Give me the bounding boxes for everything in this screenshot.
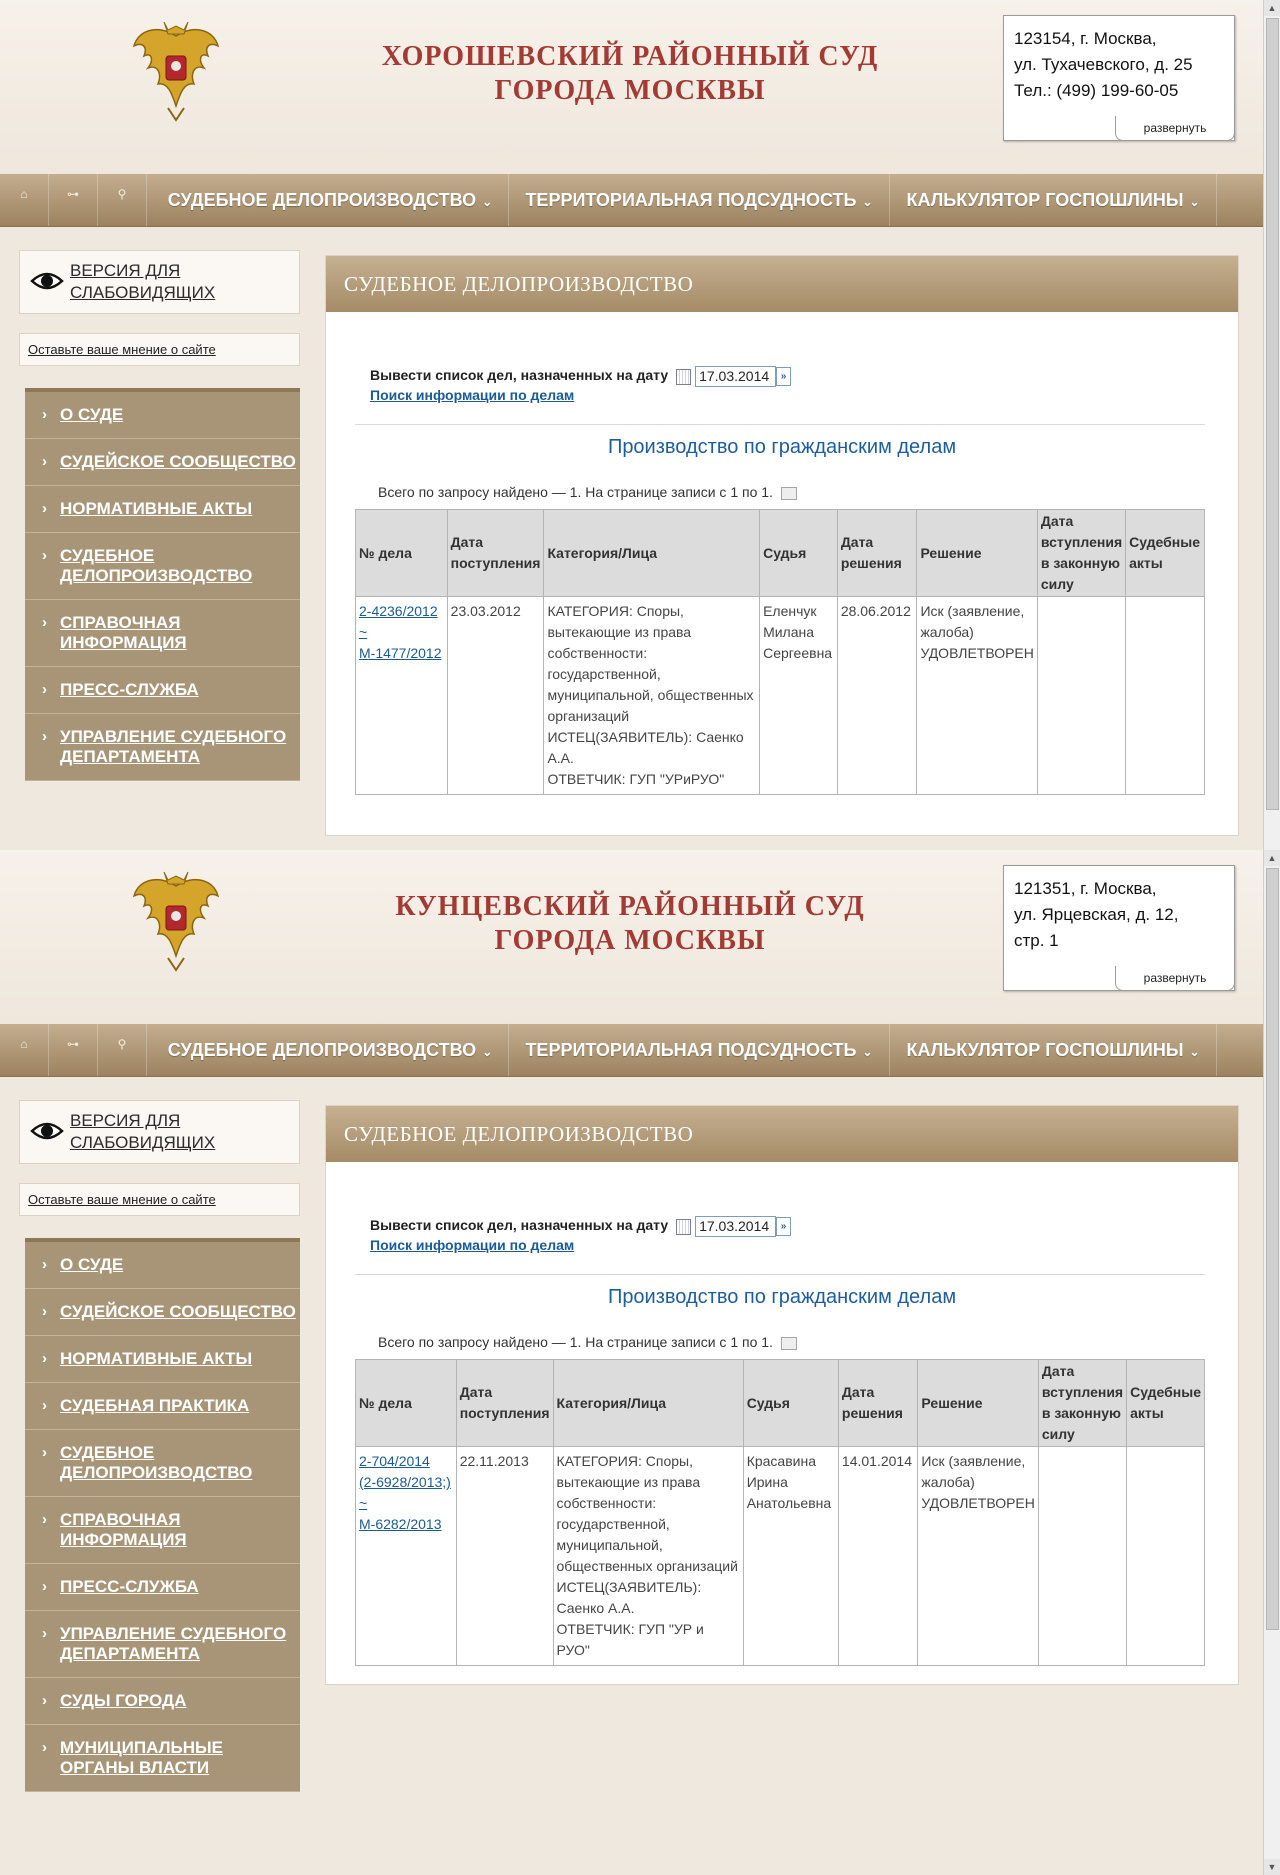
sidebar-item-city-courts[interactable] xyxy=(25,1678,300,1725)
sidebar-item-label: МУНИЦИПАЛЬНЫЕ ОРГАНЫ ВЛАСТИ xyxy=(60,1738,223,1777)
effective-date-cell xyxy=(1037,597,1125,795)
date-label: Вывести список дел, назначенных на дату xyxy=(370,1217,669,1234)
chevron-right-icon: › xyxy=(42,1625,47,1642)
col-header: № дела xyxy=(356,1360,457,1447)
nav-fee-calculator[interactable] xyxy=(890,174,1217,226)
sidebar-item-judicial-community[interactable] xyxy=(25,439,300,486)
feedback-link[interactable]: Оставьте ваше мнение о сайте xyxy=(28,1192,216,1207)
case-number-link[interactable]: ~ xyxy=(359,624,368,640)
court-title-line2: ГОРОДА МОСКВЫ xyxy=(494,75,766,106)
go-arrow-icon[interactable]: » xyxy=(776,367,791,386)
sidebar-item-label: НОРМАТИВНЫЕ АКТЫ xyxy=(60,499,253,518)
case-number-link[interactable]: 2-704/2014 xyxy=(359,1453,430,1469)
low-vision-line: ВЕРСИЯ ДЛЯ xyxy=(70,261,181,280)
chevron-right-icon: › xyxy=(42,453,47,470)
address-line: 121351, г. Москва, xyxy=(1014,879,1157,898)
sidebar-item-municipal-authorities[interactable] xyxy=(25,1725,300,1792)
chevron-down-icon: ⌄ xyxy=(482,1045,493,1059)
sidebar-item-label: СУДЕБНАЯ ПРАКТИКА xyxy=(60,1396,250,1415)
expand-address-button[interactable]: развернуть xyxy=(1115,966,1235,991)
category-text: КАТЕГОРИЯ: Споры, вытекающие из права собственности: государственной, муниципальной, общественных организаций xyxy=(556,1453,738,1574)
content-title: СУДЕБНОЕ ДЕЛОПРОИЗВОДСТВО xyxy=(326,1106,1238,1162)
date-label: Вывести список дел, назначенных на дату xyxy=(370,367,669,384)
feedback-box xyxy=(19,333,300,366)
sidebar-item-label: О СУДЕ xyxy=(60,1255,124,1274)
sidebar-item-proceedings[interactable] xyxy=(25,533,300,600)
col-header: Судья xyxy=(743,1360,838,1447)
decision-date-cell: 28.06.2012 xyxy=(837,597,917,795)
address xyxy=(1014,876,1224,954)
results-count xyxy=(378,1334,797,1350)
judge-cell: Еленчук Милана Сергеевна xyxy=(760,597,838,795)
content-panel xyxy=(325,1105,1239,1685)
col-header: Судебные акты xyxy=(1127,1360,1205,1447)
chevron-right-icon: › xyxy=(42,1511,47,1528)
cases-table xyxy=(355,1359,1205,1666)
address-box xyxy=(1003,15,1235,141)
nav-label: СУДЕБНОЕ ДЕЛОПРОИЗВОДСТВО xyxy=(167,1040,477,1060)
sidebar-item-label: СУДЕЙСКОЕ СООБЩЕСТВО xyxy=(60,452,296,471)
sidebar-item-about[interactable] xyxy=(25,392,300,439)
court-title-line2: ГОРОДА МОСКВЫ xyxy=(494,925,766,956)
effective-date-cell xyxy=(1038,1447,1126,1666)
decision-date-cell: 14.01.2014 xyxy=(838,1447,918,1666)
sidebar-item-label: ПРЕСС-СЛУЖБА xyxy=(60,680,199,699)
feedback-link[interactable]: Оставьте ваше мнение о сайте xyxy=(28,342,216,357)
category-cell xyxy=(544,597,760,795)
plaintiff-text: ИСТЕЦ(ЗАЯВИТЕЛЬ): Саенко А.А. xyxy=(556,1579,702,1616)
chevron-down-icon: ⌄ xyxy=(862,195,873,209)
col-header: Решение xyxy=(917,510,1037,597)
date-filter xyxy=(370,1216,791,1237)
judicial-acts-cell xyxy=(1126,597,1205,795)
received-date-cell: 23.03.2012 xyxy=(447,597,544,795)
coat-of-arms-icon xyxy=(128,866,224,972)
court-title-line1: КУНЦЕВСКИЙ РАЙОННЫЙ СУД xyxy=(395,891,865,922)
eye-icon xyxy=(30,1117,64,1145)
go-arrow-icon[interactable]: » xyxy=(776,1217,791,1236)
col-header: Дата поступления xyxy=(447,510,544,597)
chevron-right-icon: › xyxy=(42,500,47,517)
col-header: Судебные акты xyxy=(1126,510,1205,597)
nav-label: ТЕРРИТОРИАЛЬНАЯ ПОДСУДНОСТЬ xyxy=(525,190,857,210)
nav-label: КАЛЬКУЛЯТОР ГОСПОШЛИНЫ xyxy=(906,190,1184,210)
main-nav xyxy=(0,1024,1264,1077)
sidebar-item-regulations[interactable] xyxy=(25,486,300,533)
site-header xyxy=(0,850,1264,1024)
vertical-scrollbar[interactable] xyxy=(1263,850,1280,1875)
case-number-link[interactable]: М-1477/2012 xyxy=(359,645,442,661)
results-count-text: Всего по запросу найдено — 1. На странице записи с 1 по 1. xyxy=(378,484,773,500)
address-box xyxy=(1003,865,1235,991)
eye-icon xyxy=(30,267,64,295)
defendant-text: ОТВЕТЧИК: ГУП "УРиРУО" xyxy=(547,771,725,787)
chevron-right-icon: › xyxy=(42,681,47,698)
case-number-link[interactable]: М-6282/2013 xyxy=(359,1516,442,1532)
chevron-right-icon: › xyxy=(42,1739,47,1756)
category-text: КАТЕГОРИЯ: Споры, вытекающие из права собственности: государственной, муниципальной, общественных организаций xyxy=(547,603,754,724)
low-vision-link[interactable] xyxy=(70,1110,215,1154)
sidebar-item-label: СПРАВОЧНАЯ ИНФОРМАЦИЯ xyxy=(60,1510,187,1549)
sidebar-item-label: СПРАВОЧНАЯ ИНФОРМАЦИЯ xyxy=(60,613,187,652)
chevron-right-icon: › xyxy=(42,1692,47,1709)
low-vision-version xyxy=(19,1100,300,1164)
sidebar-item-label: НОРМАТИВНЫЕ АКТЫ xyxy=(60,1349,253,1368)
chevron-right-icon: › xyxy=(42,1350,47,1367)
case-number-link[interactable]: ~ xyxy=(359,1495,368,1511)
results-count-text: Всего по запросу найдено — 1. На странице записи с 1 по 1. xyxy=(378,1334,773,1350)
scroll-thumb[interactable] xyxy=(1266,868,1279,1630)
scroll-up-icon[interactable]: ▲ xyxy=(1264,0,1280,16)
address-line: стр. 1 xyxy=(1014,931,1059,950)
chevron-down-icon: ⌄ xyxy=(482,195,493,209)
sidebar-item-department[interactable] xyxy=(25,1611,300,1678)
scroll-thumb[interactable] xyxy=(1266,18,1279,810)
col-header: № дела xyxy=(356,510,448,597)
browser-screen-1 xyxy=(0,0,1280,850)
judge-cell: Красавина Ирина Анатольевна xyxy=(743,1447,838,1666)
nav-territorial-jurisdiction[interactable] xyxy=(509,1024,890,1076)
address-line: ул. Ярцевская, д. 12, xyxy=(1014,905,1179,924)
sidebar-item-label: СУДЫ ГОРОДА xyxy=(60,1691,187,1710)
case-number-cell xyxy=(356,597,448,795)
nav-label: ТЕРРИТОРИАЛЬНАЯ ПОДСУДНОСТЬ xyxy=(525,1040,857,1060)
judicial-acts-cell xyxy=(1127,1447,1205,1666)
col-header: Категория/Лица xyxy=(544,510,760,597)
chevron-down-icon: ⌄ xyxy=(1189,1045,1200,1059)
sidebar-item-proceedings[interactable] xyxy=(25,1430,300,1497)
low-vision-line: СЛАБОВИДЯЩИХ xyxy=(70,1133,216,1152)
low-vision-line: СЛАБОВИДЯЩИХ xyxy=(70,283,216,302)
date-input[interactable]: 17.03.2014 xyxy=(695,366,776,387)
received-date-cell: 22.11.2013 xyxy=(456,1447,553,1666)
section-title: Производство по гражданским делам xyxy=(607,1286,957,1308)
content-panel xyxy=(325,255,1239,836)
case-search-link[interactable]: Поиск информации по делам xyxy=(370,1237,575,1253)
nav-label: СУДЕБНОЕ ДЕЛОПРОИЗВОДСТВО xyxy=(167,190,477,210)
nav-label: КАЛЬКУЛЯТОР ГОСПОШЛИНЫ xyxy=(906,1040,1184,1060)
sitemap-icon[interactable]: ⊶ xyxy=(49,174,98,226)
coat-of-arms-icon xyxy=(128,16,224,122)
content-title: СУДЕБНОЕ ДЕЛОПРОИЗВОДСТВО xyxy=(326,256,1238,312)
results-count xyxy=(378,484,797,500)
date-input[interactable]: 17.03.2014 xyxy=(695,1216,776,1237)
chevron-down-icon: ⌄ xyxy=(1189,195,1200,209)
sidebar-item-press[interactable] xyxy=(25,1564,300,1611)
table-row xyxy=(356,597,1205,795)
court-title-line1: ХОРОШЕВСКИЙ РАЙОННЫЙ СУД xyxy=(381,41,879,72)
sidebar-item-judicial-community[interactable] xyxy=(25,1289,300,1336)
court-title xyxy=(330,890,930,958)
browser-screen-2 xyxy=(0,850,1280,1875)
chevron-right-icon: › xyxy=(42,614,47,631)
nav-court-proceedings[interactable] xyxy=(152,174,509,226)
chevron-right-icon: › xyxy=(42,1397,47,1414)
vertical-scrollbar[interactable] xyxy=(1263,0,1280,850)
chevron-down-icon: ⌄ xyxy=(862,1045,873,1059)
table-row xyxy=(356,1447,1205,1666)
table-header-row xyxy=(356,510,1205,597)
col-header: Дата вступления в законную силу xyxy=(1038,1360,1126,1447)
calendar-icon[interactable] xyxy=(676,1219,691,1235)
sidebar-item-press[interactable] xyxy=(25,667,300,714)
col-header: Дата решения xyxy=(837,510,917,597)
sidebar-item-label: ПРЕСС-СЛУЖБА xyxy=(60,1577,199,1596)
court-title xyxy=(330,40,930,108)
sidebar-item-label: УПРАВЛЕНИЕ СУДЕБНОГО ДЕПАРТАМЕНТА xyxy=(60,727,287,766)
col-header: Категория/Лица xyxy=(553,1360,743,1447)
sidebar-item-department[interactable] xyxy=(25,714,300,781)
section-title: Производство по гражданским делам xyxy=(607,436,957,458)
calendar-icon[interactable] xyxy=(676,369,691,385)
case-number-link[interactable]: (2-6928/2013;) xyxy=(359,1474,451,1490)
cases-table xyxy=(355,509,1205,795)
divider xyxy=(355,424,1205,425)
print-icon[interactable] xyxy=(781,1337,797,1350)
divider xyxy=(355,1274,1205,1275)
plaintiff-text: ИСТЕЦ(ЗАЯВИТЕЛЬ): Саенко А.А. xyxy=(547,729,744,766)
decision-cell: Иск (заявление, жалоба) УДОВЛЕТВОРЕН xyxy=(917,597,1037,795)
scroll-up-icon[interactable]: ▲ xyxy=(1264,850,1280,866)
address-line: 123154, г. Москва, xyxy=(1014,29,1157,48)
category-cell xyxy=(553,1447,743,1666)
chevron-right-icon: › xyxy=(42,1578,47,1595)
case-search-link[interactable]: Поиск информации по делам xyxy=(370,387,575,403)
sidebar-item-label: СУДЕБНОЕ ДЕЛОПРОИЗВОДСТВО xyxy=(60,1443,253,1482)
decision-cell: Иск (заявление, жалоба) УДОВЛЕТВОРЕН xyxy=(918,1447,1038,1666)
chevron-right-icon: › xyxy=(42,547,47,564)
low-vision-line: ВЕРСИЯ ДЛЯ xyxy=(70,1111,181,1130)
home-icon[interactable]: ⌂ xyxy=(0,174,49,226)
col-header: Решение xyxy=(918,1360,1038,1447)
case-number-cell xyxy=(356,1447,457,1666)
address xyxy=(1014,26,1224,104)
chevron-right-icon: › xyxy=(42,1256,47,1273)
col-header: Судья xyxy=(760,510,838,597)
scroll-down-icon[interactable]: ▼ xyxy=(1264,1859,1280,1875)
sidebar-item-label: СУДЕБНОЕ ДЕЛОПРОИЗВОДСТВО xyxy=(60,546,253,585)
table-header-row xyxy=(356,1360,1205,1447)
sidebar-item-label: СУДЕЙСКОЕ СООБЩЕСТВО xyxy=(60,1302,296,1321)
feedback-box xyxy=(19,1183,300,1216)
nav-court-proceedings[interactable] xyxy=(152,1024,509,1076)
sidebar-item-reference-info[interactable] xyxy=(25,1497,300,1564)
sidebar-item-reference-info[interactable] xyxy=(25,600,300,667)
sitemap-icon[interactable]: ⊶ xyxy=(49,1024,98,1076)
address-line: Тел.: (499) 199-60-05 xyxy=(1014,81,1179,100)
chevron-right-icon: › xyxy=(42,1444,47,1461)
print-icon[interactable] xyxy=(781,487,797,500)
sidebar-item-about[interactable] xyxy=(25,1242,300,1289)
expand-address-button[interactable]: развернуть xyxy=(1115,116,1235,141)
low-vision-link[interactable] xyxy=(70,260,215,304)
chevron-right-icon: › xyxy=(42,728,47,745)
chevron-right-icon: › xyxy=(42,1303,47,1320)
col-header: Дата поступления xyxy=(456,1360,553,1447)
sidebar-item-regulations[interactable] xyxy=(25,1336,300,1383)
chevron-right-icon: › xyxy=(42,406,47,423)
main-nav xyxy=(0,174,1264,227)
nav-territorial-jurisdiction[interactable] xyxy=(509,174,890,226)
case-number-link[interactable]: 2-4236/2012 xyxy=(359,603,438,619)
search-icon[interactable]: ⚲ xyxy=(98,174,147,226)
nav-fee-calculator[interactable] xyxy=(890,1024,1217,1076)
sidebar-item-label: УПРАВЛЕНИЕ СУДЕБНОГО ДЕПАРТАМЕНТА xyxy=(60,1624,287,1663)
home-icon[interactable]: ⌂ xyxy=(0,1024,49,1076)
defendant-text: ОТВЕТЧИК: ГУП "УР и РУО" xyxy=(556,1621,704,1658)
sidebar-menu xyxy=(25,388,300,781)
search-icon[interactable]: ⚲ xyxy=(98,1024,147,1076)
date-filter xyxy=(370,366,791,387)
sidebar-item-label: О СУДЕ xyxy=(60,405,124,424)
low-vision-version xyxy=(19,250,300,314)
site-header xyxy=(0,0,1264,174)
sidebar-item-case-law[interactable] xyxy=(25,1383,300,1430)
sidebar-menu xyxy=(25,1238,300,1792)
col-header: Дата вступления в законную силу xyxy=(1037,510,1125,597)
address-line: ул. Тухачевского, д. 25 xyxy=(1014,55,1193,74)
col-header: Дата решения xyxy=(838,1360,918,1447)
